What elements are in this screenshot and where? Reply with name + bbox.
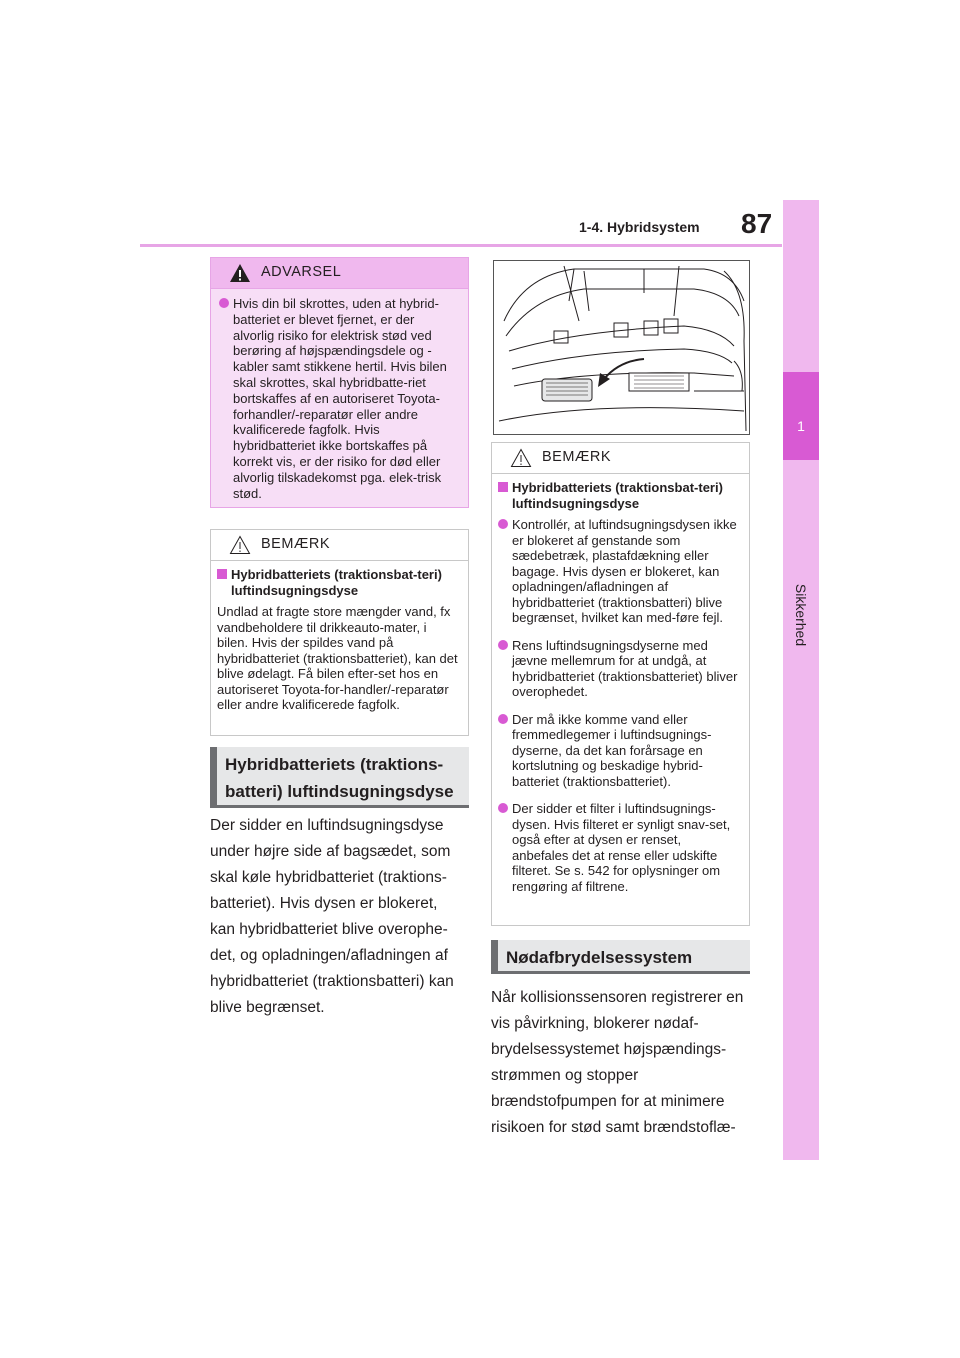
notice-right-title: BEMÆRK bbox=[542, 449, 612, 465]
warning-triangle-icon bbox=[229, 263, 251, 283]
square-bullet-icon bbox=[498, 482, 508, 492]
notice-box-right bbox=[491, 442, 750, 926]
header-rule bbox=[140, 244, 782, 247]
air-intake-vent bbox=[542, 373, 689, 401]
notice-left-subheading-text: Hybridbatteriets (traktionsbat-teri) luftindsugningsdyse bbox=[231, 567, 442, 598]
chapter-label-text: Sikkerhed bbox=[793, 583, 809, 647]
square-bullet-icon bbox=[217, 569, 227, 579]
section-heading-air-intake bbox=[210, 747, 469, 808]
notice-right-bullet bbox=[498, 638, 739, 700]
warning-bullet bbox=[219, 296, 458, 501]
section-heading-emergency bbox=[491, 940, 750, 974]
chapter-label bbox=[783, 545, 819, 685]
bullet-dot-icon bbox=[219, 298, 229, 308]
warning-box-header bbox=[211, 258, 468, 289]
notice-box-left bbox=[210, 529, 469, 736]
caution-triangle-icon bbox=[229, 535, 251, 555]
page-number: 87 bbox=[741, 208, 773, 239]
chapter-number: 1 bbox=[797, 418, 805, 434]
bullet-dot-icon bbox=[498, 519, 508, 529]
emergency-paragraph: Når kollisionssensoren registrerer en vis påvirkning, blokerer nødaf-brydelsessystemet højspændings-strømmen og stopper brændstofpumpen for at minimere risikoen for stød samt brændstoflæ- bbox=[491, 989, 744, 1136]
notice-right-bullet-text: Der sidder et filter i luftindsugnings-dysen. Hvis filteret er synligt snav-set, også efter at dysen er renset, anbefales det at rense eller udskifte filteret. Se s. 542 for oplysninger om rengøring af filtrene. bbox=[512, 801, 731, 894]
notice-right-bullet-text: Rens luftindsugningsdyserne med jævne mellemrum for at undgå, at hybridbatteriet (traktionsbatteriet) bliver overophedet. bbox=[512, 637, 738, 699]
section-title: 1-4. Hybridsystem bbox=[579, 219, 700, 235]
rear-seat-illustration bbox=[493, 260, 750, 435]
notice-box-left-body bbox=[211, 561, 468, 725]
notice-left-subheading bbox=[217, 567, 458, 598]
heading-air-intake-line1: Hybridbatteriets (traktions- bbox=[225, 755, 444, 774]
notice-right-bullet bbox=[498, 712, 739, 790]
warning-box-body bbox=[211, 289, 468, 515]
notice-box-left-header bbox=[211, 530, 468, 561]
warning-box bbox=[210, 257, 469, 508]
heading-air-intake-line2: batteri) luftindsugningsdyse bbox=[225, 782, 454, 801]
notice-right-bullet-text: Der må ikke komme vand eller fremmedlegemer i luftindsugnings-dyserne, da det kan forårsage en kortslutning og beskadige hybrid-batteriet (traktionsbatteriet). bbox=[512, 711, 712, 789]
bullet-dot-icon bbox=[498, 714, 508, 724]
warning-title: ADVARSEL bbox=[261, 264, 342, 280]
caution-triangle-icon bbox=[510, 448, 532, 468]
notice-box-right-body bbox=[492, 474, 749, 908]
chapter-marker bbox=[783, 372, 819, 460]
rear-seat-air-intake-image bbox=[494, 261, 749, 434]
bullet-dot-icon bbox=[498, 640, 508, 650]
notice-box-right-header bbox=[492, 443, 749, 474]
air-intake-paragraph: Der sidder en luftindsugningsdyse under højre side af bagsædet, som skal køle hybridbatteriet (traktions-batteriet). Hvis dysen er blokeret, kan hybridbatteriet blive overophe-det, og opladningen/afladningen af hybridbatteriet (traktionsbatteri) kan blive begrænset. bbox=[210, 817, 454, 1016]
warning-bullet-text: Hvis din bil skrottes, uden at hybrid-batteriet er blevet fjernet, er der alvorlig risiko for elektrisk stød ved berøring af højspændingsdele og -kabler samt stikkene hertil. Hvis bilen skal skrottes, skal hybridbatte-riet bortskaffes af en autoriseret Toyota-forhandler/-reparatør eller andre kvalificerede fagfolk. Hvis hybridbatteriet ikke bortskaffes på korrekt vis, er der risiko for død eller alvorlig tilskadekomst pga. elek-trisk stød. bbox=[233, 296, 447, 501]
notice-right-bullet bbox=[498, 801, 739, 894]
bullet-dot-icon bbox=[498, 803, 508, 813]
notice-left-title: BEMÆRK bbox=[261, 536, 331, 552]
heading-emergency-text: Nødafbrydelsessystem bbox=[506, 948, 693, 967]
notice-right-subheading bbox=[498, 480, 739, 511]
notice-right-bullet bbox=[498, 517, 739, 626]
notice-left-text: Undlad at fragte store mængder vand, fx vandbeholdere til drikkeauto-mater, i bilen. Hvis der spildes vand på hybridbatteriet (traktionsbatteriet), kan det blive ødelagt. Få bilen efter-set hos en autoriseret Toyota-for-handler/-reparatør eller andre kvalificerede fagfolk. bbox=[217, 604, 458, 712]
notice-right-bullet-text: Kontrollér, at luftindsugningsdysen ikke er blokeret af genstande som sædebetræk, plastafdækning eller bagage. Hvis dysen er blokeret, kan opladningen/afladningen af hybridbatteriet (traktionsbatteri) blive begrænset, hvilket kan med-føre fejl. bbox=[512, 517, 737, 625]
notice-right-subheading-text: Hybridbatteriets (traktionsbat-teri) luftindsugningsdyse bbox=[512, 480, 723, 511]
